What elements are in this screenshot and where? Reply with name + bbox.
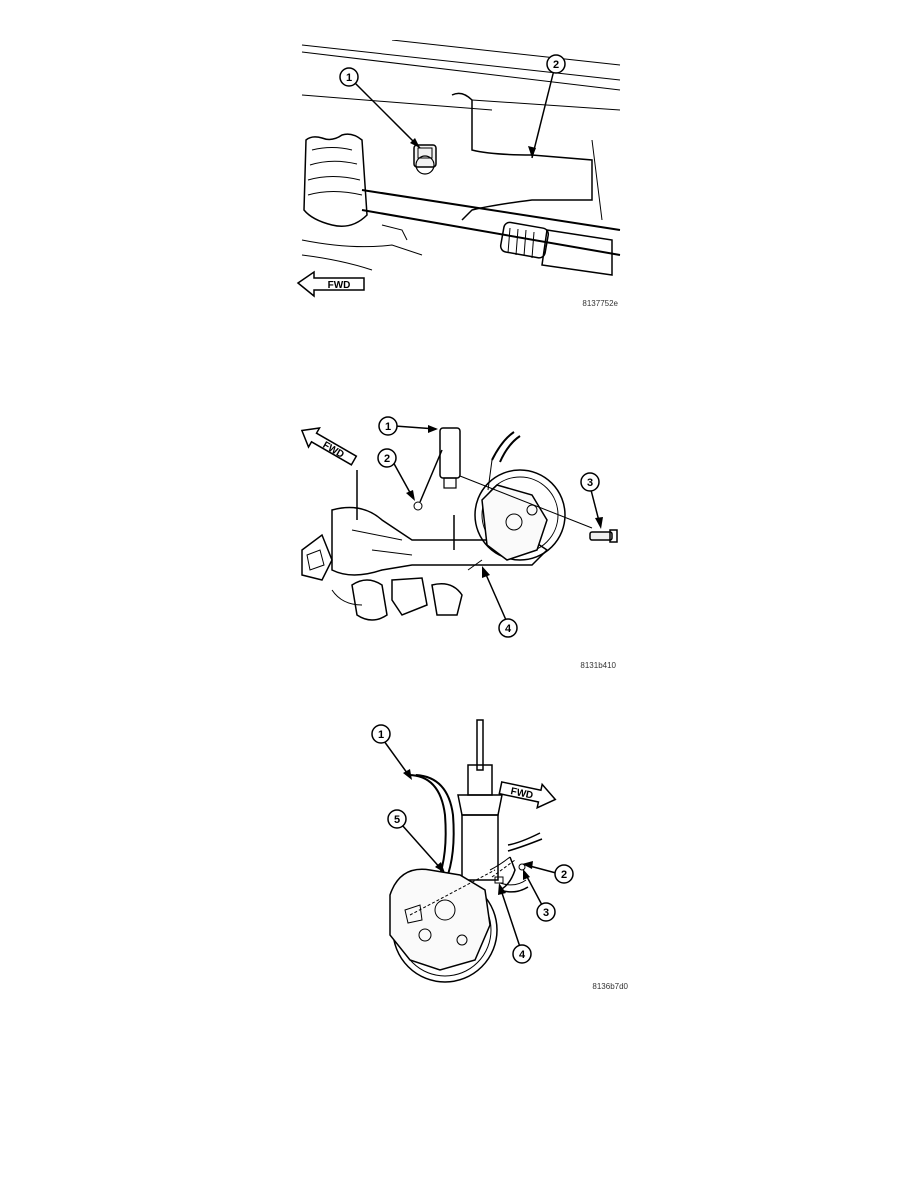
- figure-id: 8136b7d0: [592, 982, 628, 991]
- callout-5: [388, 810, 406, 828]
- svg-text:FWD: FWD: [327, 280, 351, 291]
- callout-2: [547, 55, 565, 73]
- callout-4: [499, 619, 517, 637]
- svg-text:1: 1: [377, 729, 385, 741]
- figure-2: [292, 410, 622, 672]
- svg-text:FWD: FWD: [320, 439, 346, 461]
- callout-1: [379, 417, 397, 435]
- callout-2: [555, 865, 573, 883]
- svg-text:1: 1: [384, 421, 392, 433]
- svg-text:4: 4: [504, 623, 512, 635]
- svg-text:1: 1: [345, 72, 353, 84]
- fwd-arrow-icon: [498, 776, 558, 811]
- callout-1: [372, 725, 390, 743]
- figure-1: [292, 40, 622, 312]
- figure-3: [350, 715, 630, 995]
- svg-text:2: 2: [552, 59, 560, 71]
- fwd-arrow-icon: [296, 421, 359, 470]
- svg-text:3: 3: [542, 907, 550, 919]
- callout-3: [537, 903, 555, 921]
- figure-2-illustration: [292, 410, 622, 672]
- figure-id: 8137752e: [582, 299, 618, 308]
- callout-2: [378, 449, 396, 467]
- callout-3: [581, 473, 599, 491]
- svg-text:3: 3: [586, 477, 594, 489]
- svg-text:2: 2: [383, 453, 391, 465]
- figure-1-illustration: [292, 40, 622, 312]
- svg-text:5: 5: [393, 814, 401, 826]
- callout-4: [513, 945, 531, 963]
- svg-text:FWD: FWD: [509, 786, 535, 802]
- svg-text:4: 4: [518, 949, 526, 961]
- fwd-arrow-icon: [298, 272, 364, 296]
- figure-3-illustration: [350, 715, 630, 995]
- figure-id: 8131b410: [580, 661, 616, 670]
- callout-1: [340, 68, 358, 86]
- svg-text:2: 2: [560, 869, 568, 881]
